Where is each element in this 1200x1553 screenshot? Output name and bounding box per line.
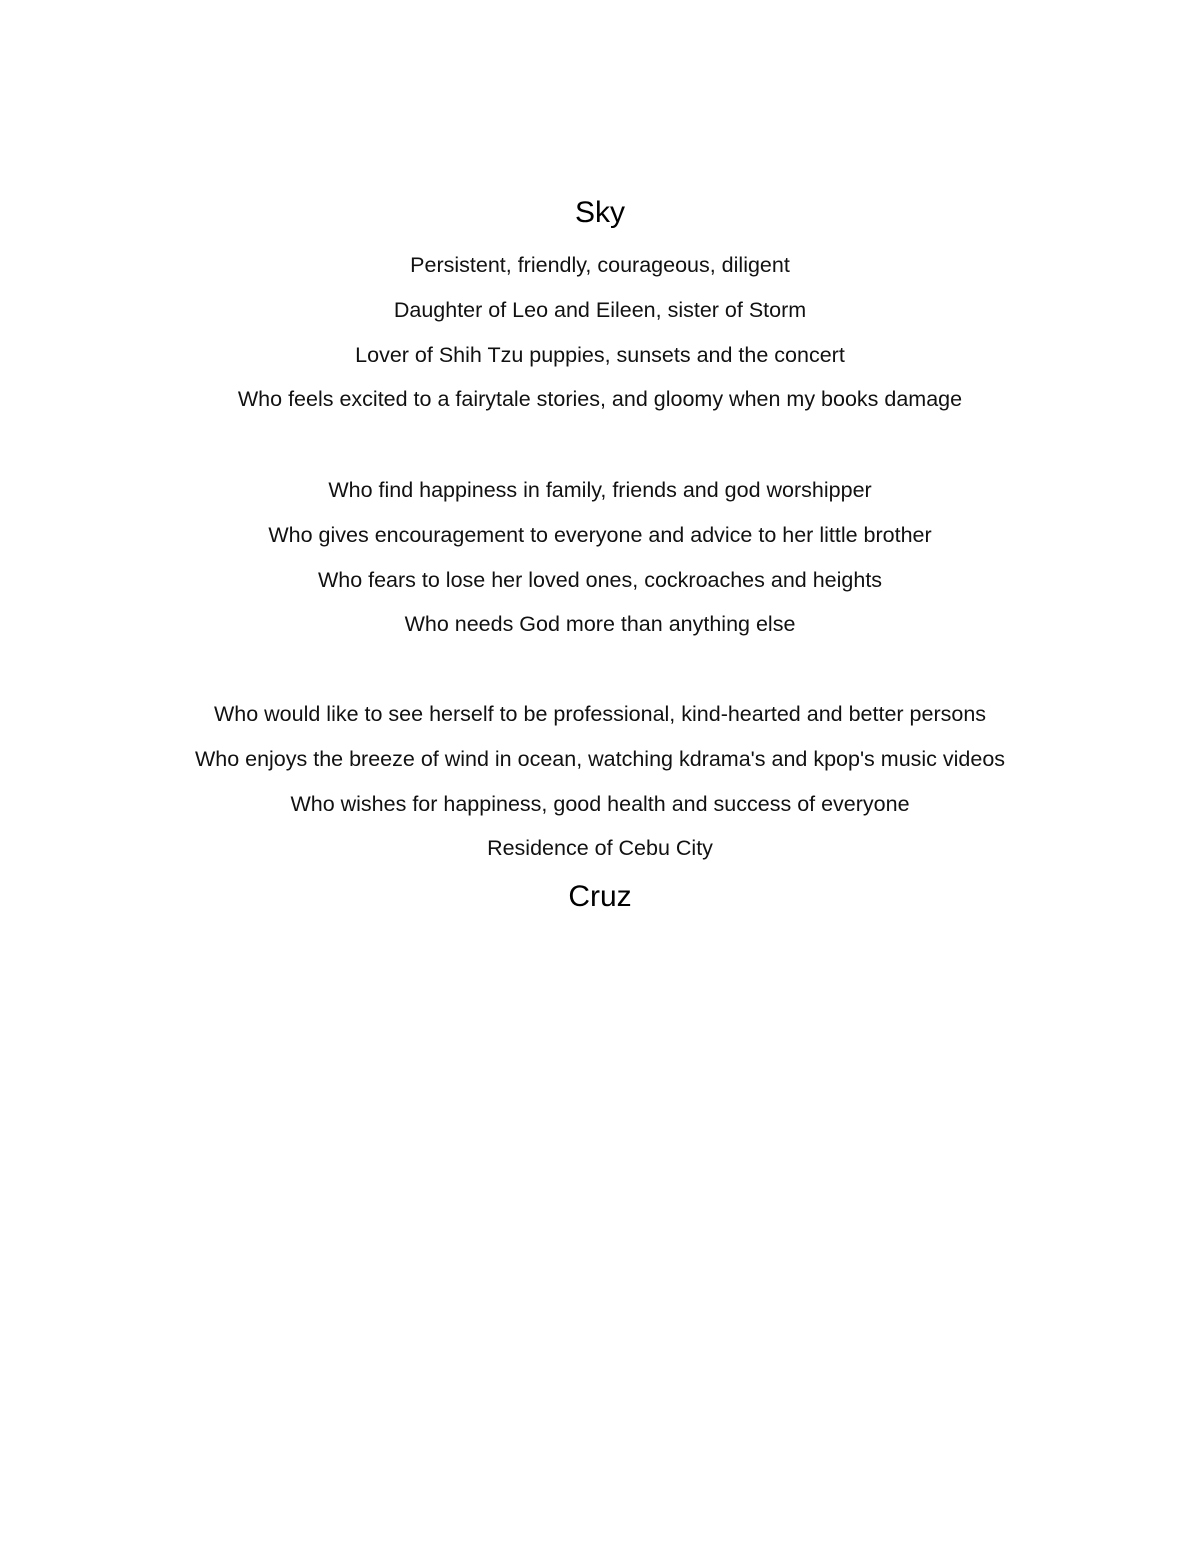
poem-line: Who gives encouragement to everyone and advice to her little brother bbox=[268, 523, 932, 547]
poem-line: Who wishes for happiness, good health and success of everyone bbox=[290, 792, 910, 816]
poem-line: Who needs God more than anything else bbox=[404, 612, 796, 636]
poem-line: Daughter of Leo and Eileen, sister of Storm bbox=[393, 298, 807, 322]
poem-line: Who feels excited to a fairytale stories, and gloomy when my books damage bbox=[237, 387, 963, 411]
poem-line: Who find happiness in family, friends and god worshipper bbox=[328, 478, 872, 502]
poem-first-name: Sky bbox=[574, 196, 625, 229]
poem-line: Persistent, friendly, courageous, diligent bbox=[410, 253, 790, 277]
poem-last-name: Cruz bbox=[568, 880, 632, 913]
poem-line: Who enjoys the breeze of wind in ocean, watching kdrama's and kpop's music videos bbox=[194, 747, 1006, 771]
poem-line: Who would like to see herself to be professional, kind-hearted and better persons bbox=[213, 702, 987, 726]
poem-line: Residence of Cebu City bbox=[487, 836, 713, 860]
poem-line: Who fears to lose her loved ones, cockroaches and heights bbox=[317, 568, 883, 592]
poem-line: Lover of Shih Tzu puppies, sunsets and the concert bbox=[355, 343, 845, 367]
